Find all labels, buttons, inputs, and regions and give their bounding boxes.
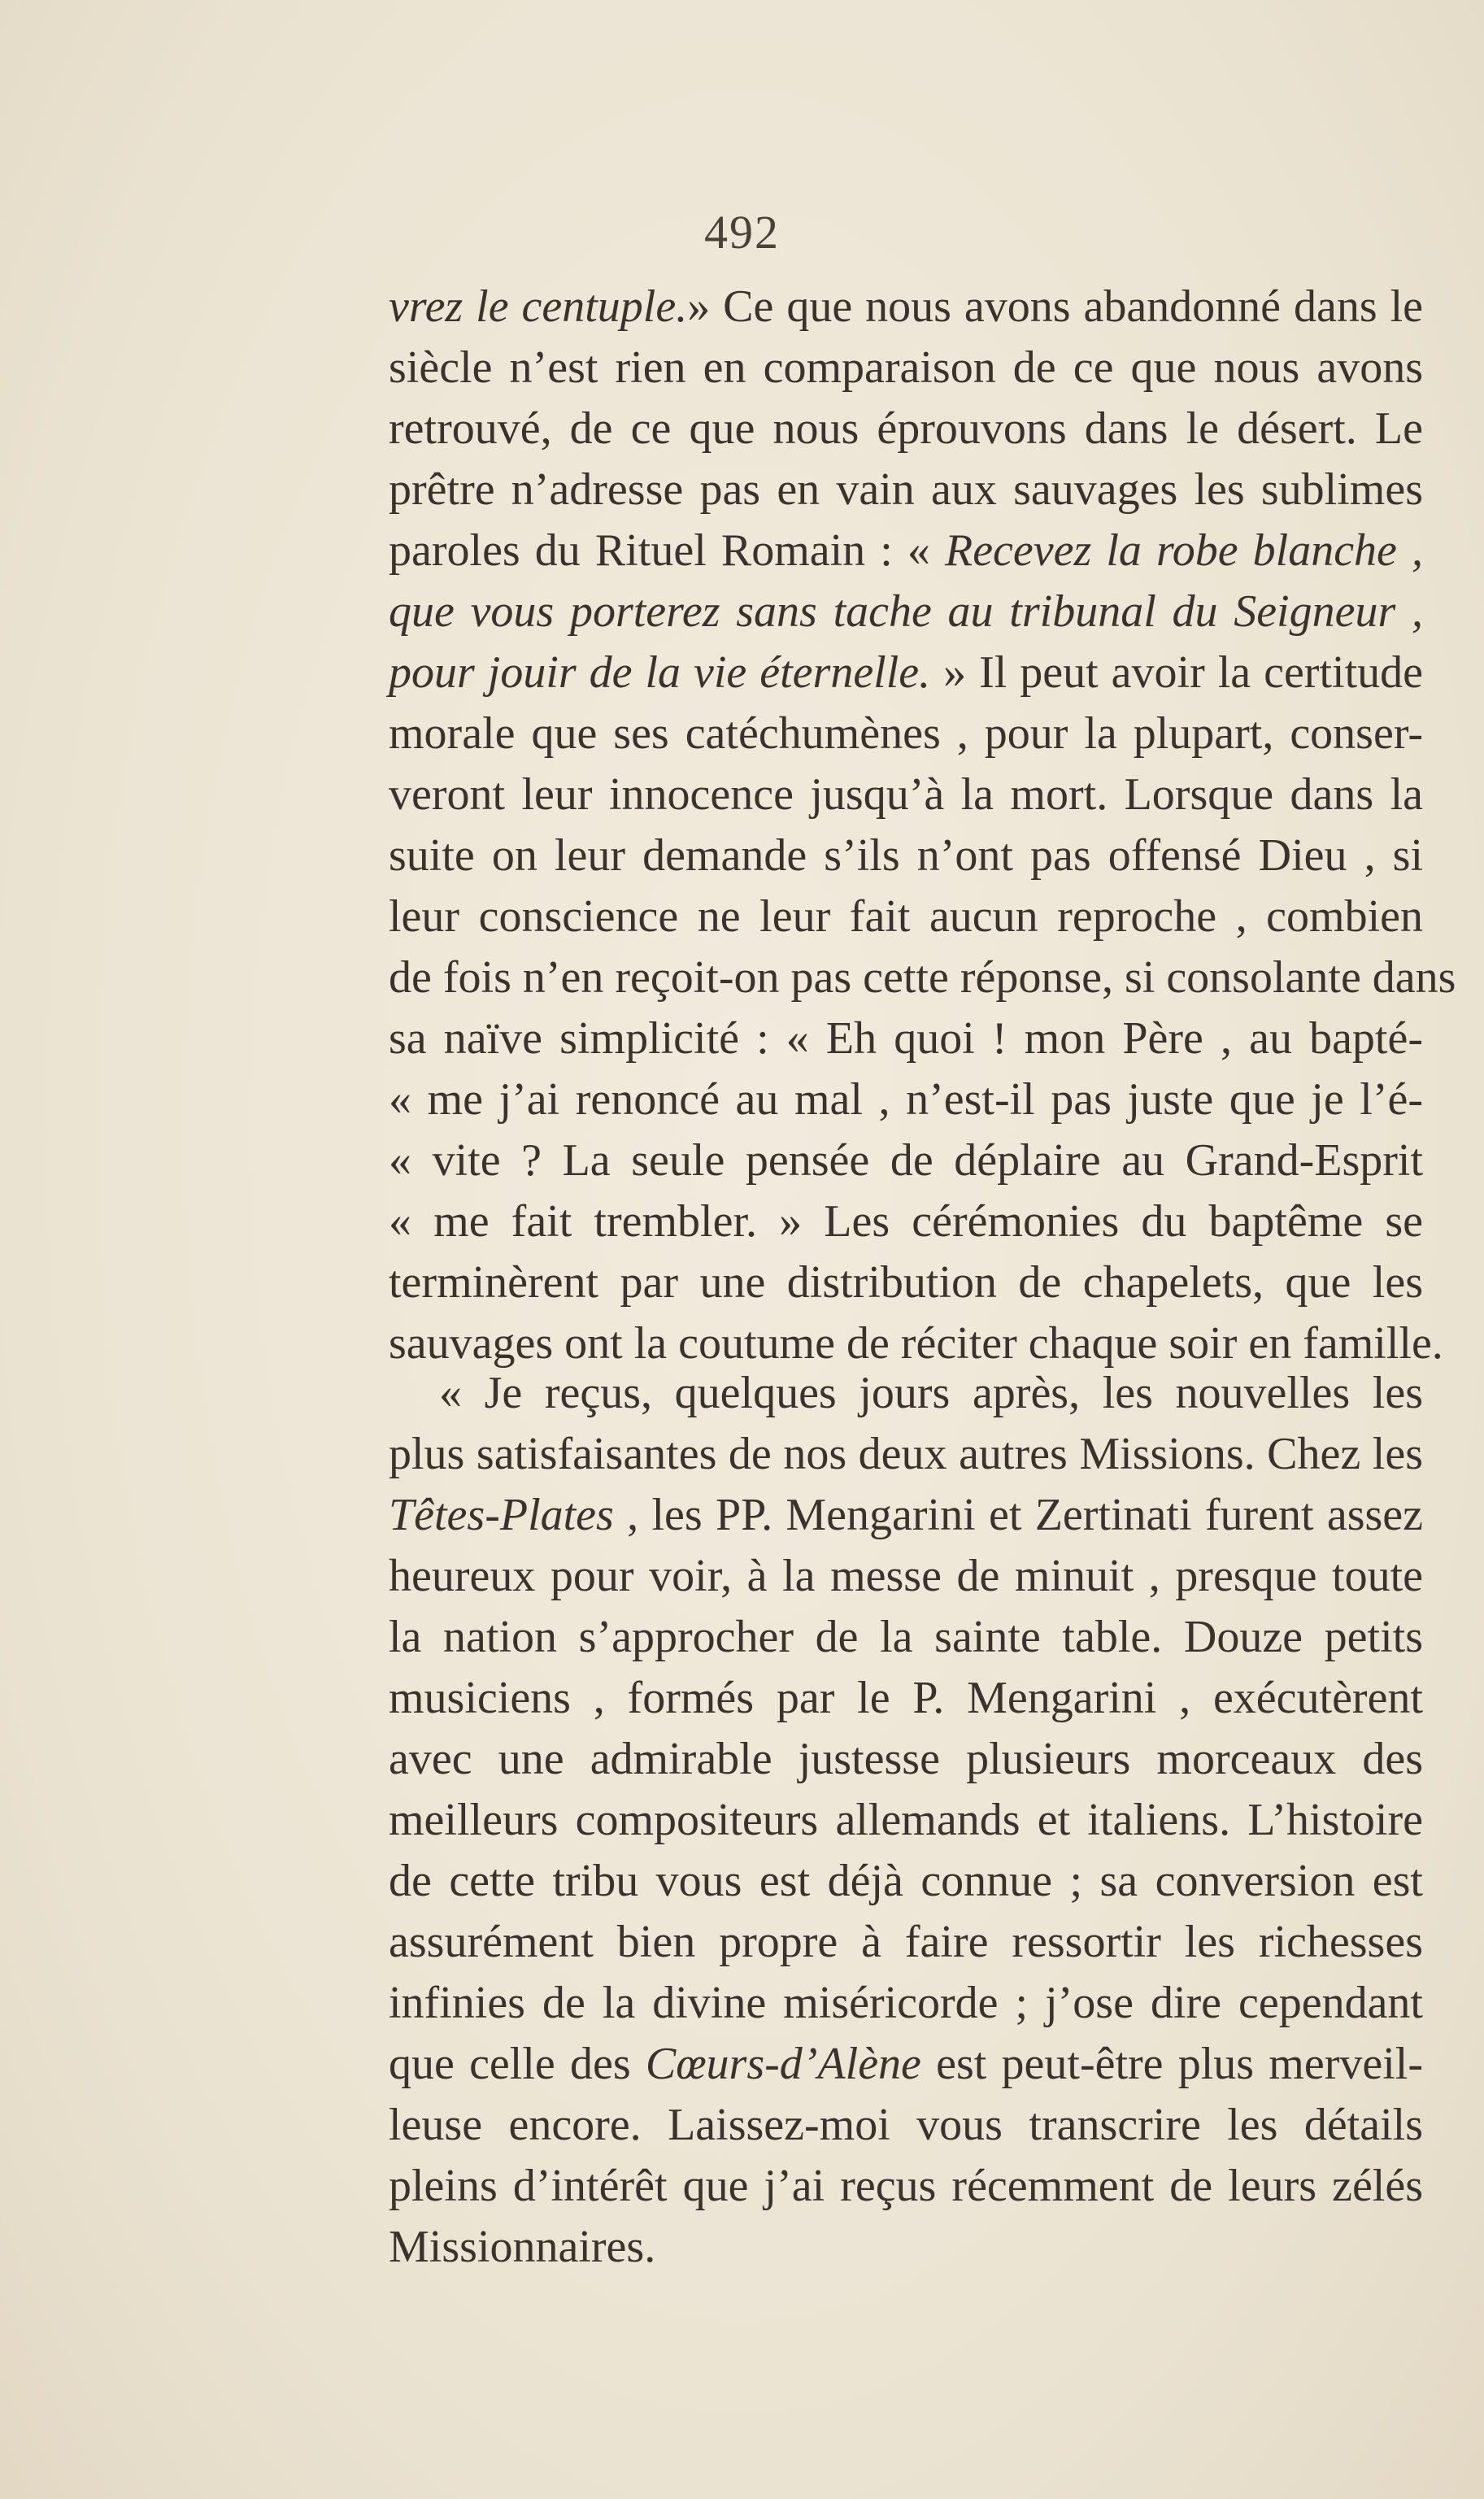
text-line: vrez le centuple.» Ce que nous avons abandonné dans le: [389, 281, 1423, 332]
text-line: musiciens , formés par le P. Mengarini , exécutèrent: [389, 1673, 1423, 1723]
text-line: avec une admirable justesse plusieurs morceaux des: [389, 1734, 1423, 1784]
text-line: terminèrent par une distribution de chapelets, que les: [389, 1257, 1423, 1308]
text-line: siècle n’est rien en comparaison de ce que nous avons: [389, 342, 1423, 393]
text-line: meilleurs compositeurs allemands et italiens. L’histoire: [389, 1795, 1423, 1845]
text-line: suite on leur demande s’ils n’ont pas offensé Dieu , si: [389, 830, 1423, 881]
text-line: sauvages ont la coutume de réciter chaque soir en famille.: [389, 1318, 1443, 1369]
text-line: assurément bien propre à faire ressortir les richesses: [389, 1917, 1423, 1967]
text-line: « vite ? La seule pensée de déplaire au Grand-Esprit: [389, 1135, 1423, 1186]
text-line: retrouvé, de ce que nous éprouvons dans le désert. Le: [389, 403, 1423, 454]
text-line: leuse encore. Laissez-moi vous transcrire les détails: [389, 2100, 1423, 2150]
text-line: « me j’ai renoncé au mal , n’est-il pas juste que je l’é-: [389, 1074, 1423, 1125]
text-line: pleins d’intérêt que j’ai reçus récemment de leurs zélés: [389, 2161, 1423, 2211]
text-line: pour jouir de la vie éternelle. » Il peut avoir la certitude: [389, 647, 1423, 698]
text-line: sa naïve simplicité : « Eh quoi ! mon Père , au bapté-: [389, 1013, 1423, 1064]
text-line: morale que ses catéchumènes , pour la plupart, conser-: [389, 708, 1423, 759]
page-number: 492: [704, 206, 780, 259]
text-line: que celle des Cœurs-d’Alène est peut-être plus merveil-: [389, 2039, 1423, 2089]
text-line: prêtre n’adresse pas en vain aux sauvages les sublimes: [389, 464, 1423, 515]
text-line: Missionnaires.: [389, 2222, 656, 2272]
text-line: heureux pour voir, à la messe de minuit , presque toute: [389, 1551, 1423, 1601]
text-line: de fois n’en reçoit-on pas cette réponse, si consolante dans: [389, 952, 1456, 1003]
text-line: infinies de la divine miséricorde ; j’ose dire cependant: [389, 1978, 1423, 2028]
text-line: plus satisfaisantes de nos deux autres Missions. Chez les: [389, 1429, 1423, 1479]
text-line: « Je reçus, quelques jours après, les nouvelles les: [439, 1368, 1423, 1418]
text-line: « me fait trembler. » Les cérémonies du baptême se: [389, 1196, 1423, 1247]
text-line: la nation s’approcher de la sainte table. Douze petits: [389, 1612, 1423, 1662]
text-line: que vous porterez sans tache au tribunal du Seigneur ,: [389, 586, 1423, 637]
paragraph-2: [389, 1363, 1423, 2278]
text-line: Têtes-Plates , les PP. Mengarini et Zertinati furent assez: [389, 1490, 1423, 1540]
text-line: veront leur innocence jusqu’à la mort. Lorsque dans la: [389, 769, 1423, 820]
paragraph-1: [389, 276, 1456, 1374]
text-line: paroles du Rituel Romain : « Recevez la robe blanche ,: [389, 525, 1423, 576]
text-line: leur conscience ne leur fait aucun reproche , combien: [389, 891, 1423, 942]
text-line: de cette tribu vous est déjà connue ; sa conversion est: [389, 1856, 1423, 1906]
